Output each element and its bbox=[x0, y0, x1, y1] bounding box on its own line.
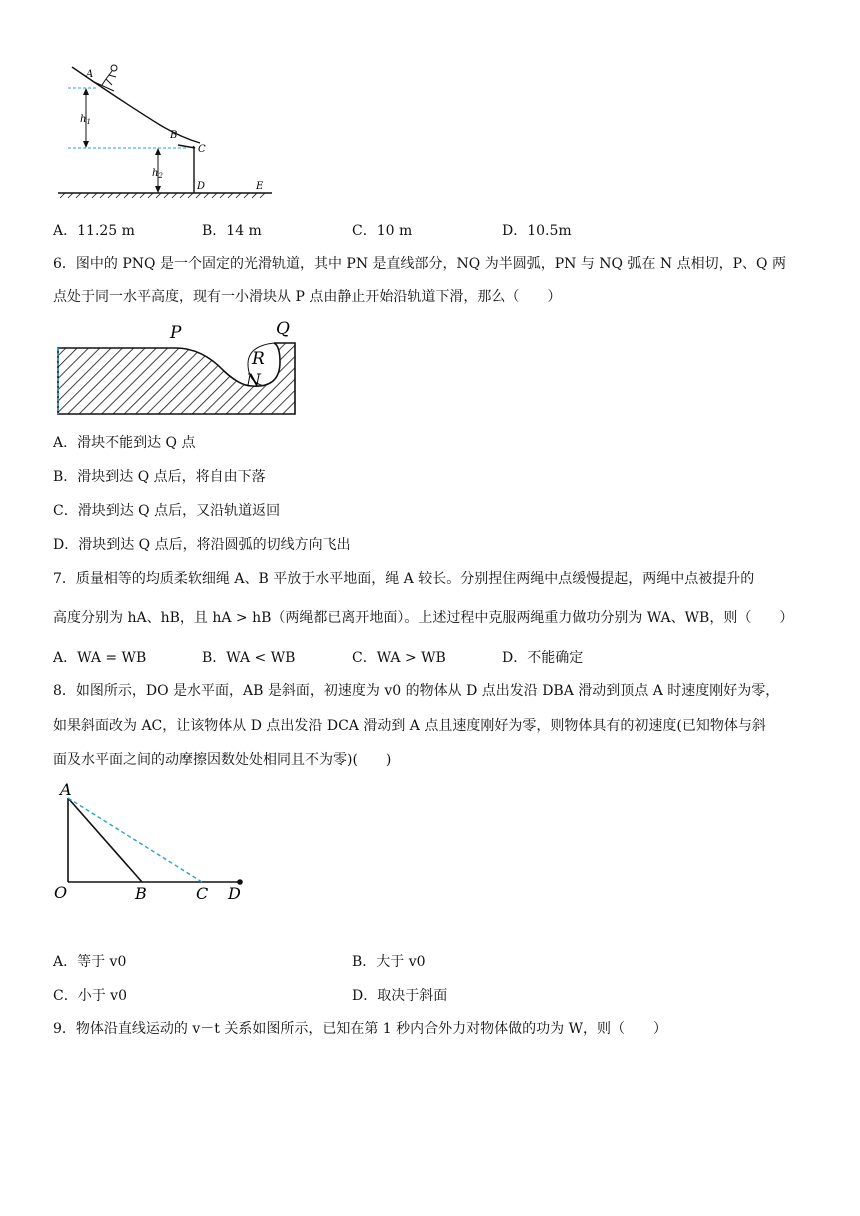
q6-figure bbox=[52, 316, 302, 418]
q5-label-E: E bbox=[256, 181, 264, 192]
q5-label-B: B bbox=[170, 130, 178, 141]
q6-label-R: R bbox=[252, 349, 265, 369]
q6-label-P: P bbox=[170, 323, 182, 343]
q8-figure bbox=[50, 778, 250, 904]
q6-option-c: C．滑块到达 Q 点后，又沿轨道返回 bbox=[53, 503, 281, 519]
q5-option-d: D．10.5m bbox=[502, 223, 572, 239]
q5-option-b: B．14 m bbox=[202, 223, 262, 239]
q8-label-A: A bbox=[60, 780, 72, 799]
q5-figure bbox=[50, 55, 280, 205]
q8-label-D: D bbox=[228, 884, 241, 903]
q5-option-a: A．11.25 m bbox=[53, 223, 135, 239]
q8-stem-line1: 8．如图所示，DO 是水平面，AB 是斜面，初速度为 v0 的物体从 D 点出发沿 DBA 滑动到顶点 A 时速度刚好为零， bbox=[53, 683, 780, 699]
q6-label-Q: Q bbox=[276, 319, 290, 339]
q6-option-b: B．滑块到达 Q 点后，将自由下落 bbox=[53, 469, 266, 485]
q5-label-h2: $h_2$ bbox=[152, 168, 163, 180]
q5-label-A: A bbox=[86, 69, 94, 80]
q5-label-h1: $h_1$ bbox=[80, 114, 91, 126]
q6-option-a: A．滑块不能到达 Q 点 bbox=[53, 435, 196, 451]
q8-label-B: B bbox=[135, 884, 147, 903]
q6-stem-line1: 6．图中的 PNQ 是一个固定的光滑轨道，其中 PN 是直线部分，NQ 为半圆弧，PN 与 NQ 弧在 N 点相切，P、Q 两 bbox=[53, 256, 786, 272]
q8-label-C: C bbox=[196, 884, 209, 903]
q8-option-d: D．取决于斜面 bbox=[352, 988, 448, 1004]
q8-option-a: A．等于 v0 bbox=[53, 954, 127, 970]
q5-label-C: C bbox=[198, 144, 206, 155]
q5-option-c: C．10 m bbox=[352, 223, 413, 239]
q8-label-O: O bbox=[54, 883, 68, 902]
q8-stem-line3: 面及水平面之间的动摩擦因数处处相同且不为零)( ) bbox=[53, 752, 392, 768]
q8-option-c: C．小于 v0 bbox=[53, 988, 127, 1004]
q7-option-a: A．WA = WB bbox=[53, 650, 147, 666]
q6-stem-line2: 点处于同一水平高度，现有一小滑块从 P 点由静止开始沿轨道下滑，那么（ ） bbox=[53, 289, 562, 305]
q6-option-d: D．滑块到达 Q 点后，将沿圆弧的切线方向飞出 bbox=[53, 537, 351, 553]
q7-option-b: B．WA < WB bbox=[202, 650, 296, 666]
q7-stem-line1: 7．质量相等的均质柔软细绳 A、B 平放于水平地面，绳 A 较长。分别捏住两绳中点缓慢提起，两绳中点被提升的 bbox=[53, 571, 755, 587]
q9-stem-line1: 9．物体沿直线运动的 v－t 关系如图所示，已知在第 1 秒内合外力对物体做的功为 W，则（ ） bbox=[53, 1021, 667, 1037]
q8-stem-line2: 如果斜面改为 AC，让该物体从 D 点出发沿 DCA 滑动到 A 点且速度刚好为零，则物体具有的初速度(已知物体与斜 bbox=[53, 718, 766, 734]
q7-option-c: C．WA > WB bbox=[352, 650, 446, 666]
q5-label-D: D bbox=[197, 181, 206, 192]
q6-label-N: N bbox=[246, 371, 261, 391]
q7-option-d: D．不能确定 bbox=[502, 650, 584, 666]
q7-stem-line2: 高度分别为 hA、hB，且 hA > hB（两绳都已离开地面）。上述过程中克服两绳重力做功分别为 WA、WB，则（ ） bbox=[53, 610, 794, 626]
q8-option-b: B．大于 v0 bbox=[352, 954, 426, 970]
